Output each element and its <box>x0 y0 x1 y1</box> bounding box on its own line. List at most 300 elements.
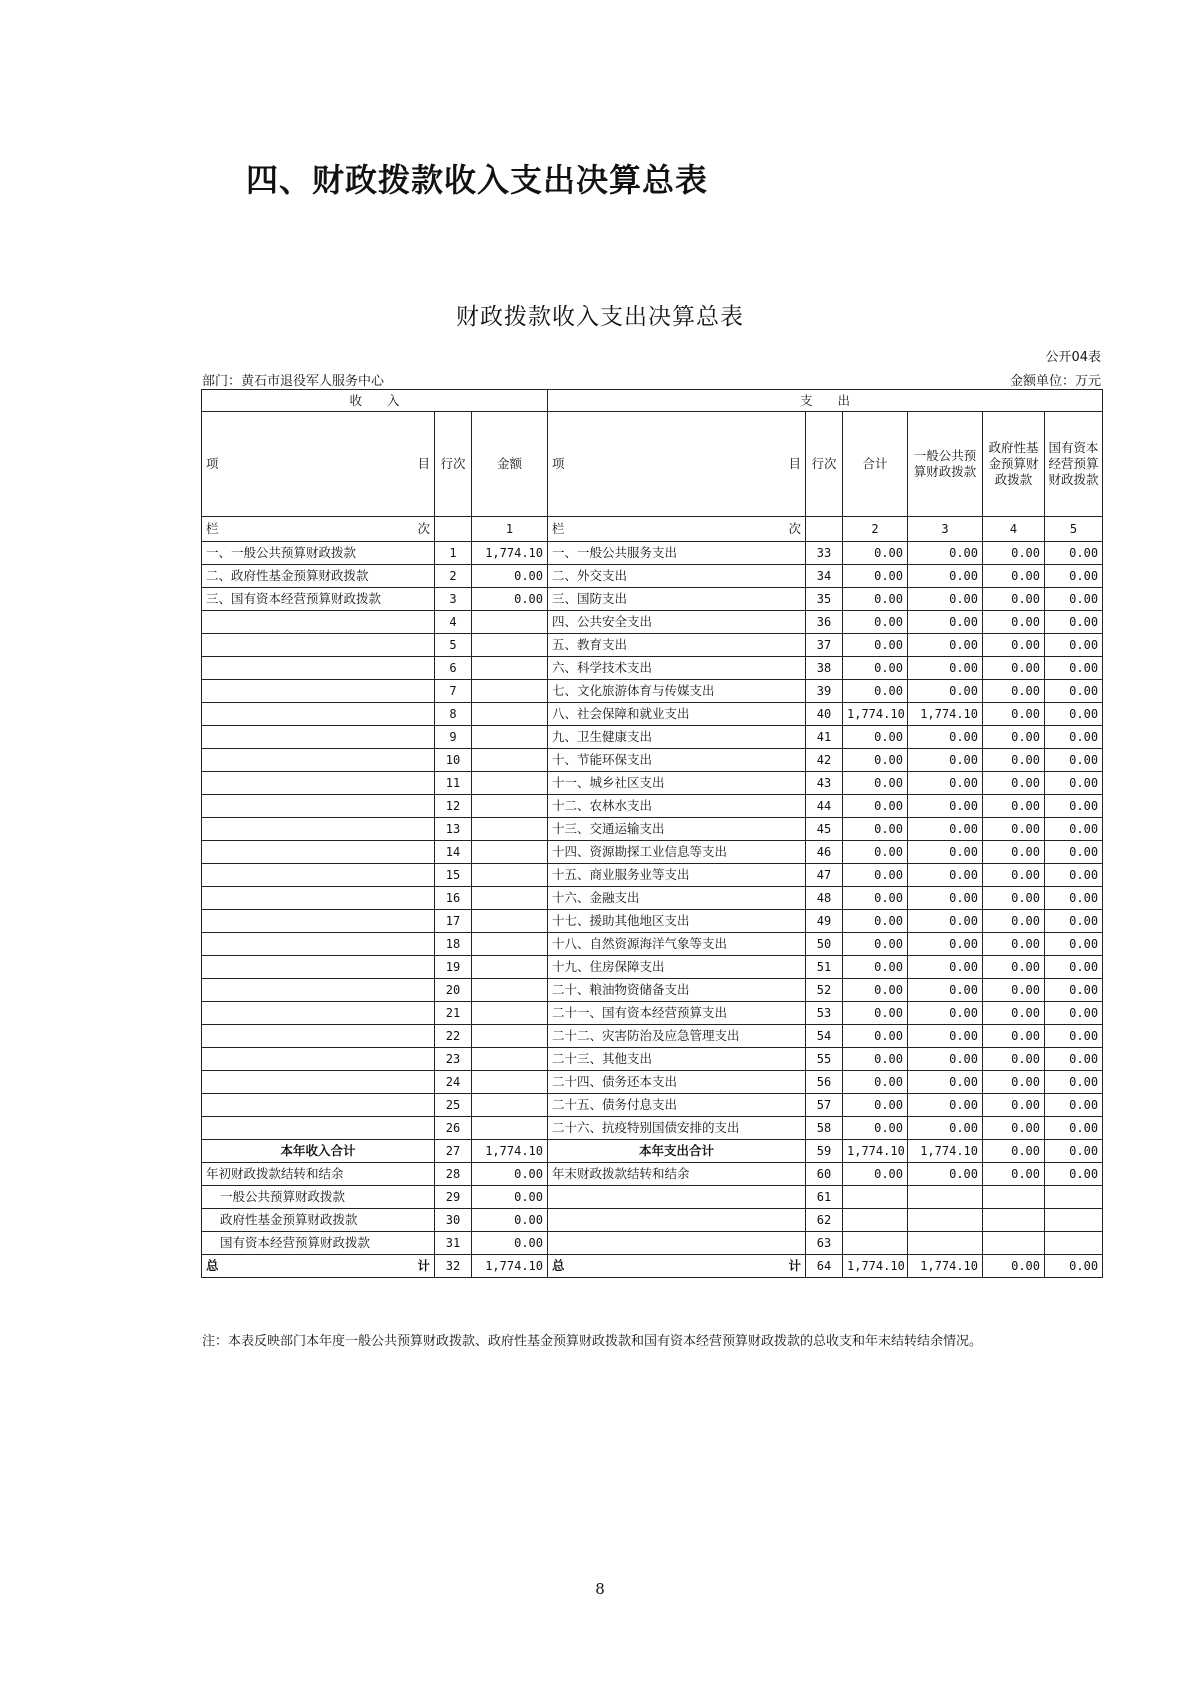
expense-total: 0.00 <box>843 979 908 1002</box>
income-row-no-header: 行次 <box>435 412 472 517</box>
table-row <box>202 1094 1103 1117</box>
expense-total: 0.00 <box>843 1048 908 1071</box>
expense-total: 1,774.10 <box>843 703 908 726</box>
table-row <box>202 887 1103 910</box>
expense-total-fund: 0.00 <box>983 1140 1045 1163</box>
gov-fund-header: 政府性基金预算财政拨款 <box>983 412 1045 517</box>
carry-sub-label: 政府性基金预算财政拨款 <box>202 1209 435 1232</box>
expense-total: 0.00 <box>843 1117 908 1140</box>
expense-item: 二十五、债务付息支出 <box>548 1094 806 1117</box>
expense-total-row-no: 59 <box>806 1140 843 1163</box>
income-amount <box>472 703 548 726</box>
carry-sub-label: 一般公共预算财政拨款 <box>202 1186 435 1209</box>
table-row <box>202 657 1103 680</box>
income-item <box>202 795 435 818</box>
income-amount <box>472 680 548 703</box>
income-item <box>202 1094 435 1117</box>
expense-gov-fund: 0.00 <box>983 1025 1045 1048</box>
income-row-no: 24 <box>435 1071 472 1094</box>
expense-item-header: 项 目 <box>548 412 806 517</box>
grand-expense-fund: 0.00 <box>983 1255 1045 1278</box>
income-row-no: 12 <box>435 795 472 818</box>
income-amount-header: 金额 <box>472 412 548 517</box>
income-item <box>202 680 435 703</box>
expense-item: 十九、住房保障支出 <box>548 956 806 979</box>
expense-gov-fund: 0.00 <box>983 1094 1045 1117</box>
expense-row-no-header: 行次 <box>806 412 843 517</box>
carry-end-fund: 0.00 <box>983 1163 1045 1186</box>
expense-item: 一、一般公共服务支出 <box>548 542 806 565</box>
income-item <box>202 1117 435 1140</box>
income-row-no: 2 <box>435 565 472 588</box>
income-row-no: 14 <box>435 841 472 864</box>
blank-cell <box>908 1209 983 1232</box>
expense-item: 二十六、抗疫特别国债安排的支出 <box>548 1117 806 1140</box>
income-item <box>202 1048 435 1071</box>
expense-row-no: 51 <box>806 956 843 979</box>
expense-total: 0.00 <box>843 749 908 772</box>
income-amount <box>472 933 548 956</box>
expense-general-budget: 0.00 <box>908 1094 983 1117</box>
expense-state-capital: 0.00 <box>1045 956 1103 979</box>
expense-state-capital: 0.00 <box>1045 542 1103 565</box>
expense-gov-fund: 0.00 <box>983 703 1045 726</box>
page-number: 8 <box>595 1580 605 1598</box>
table-row <box>202 1117 1103 1140</box>
expense-item: 十二、农林水支出 <box>548 795 806 818</box>
expense-state-capital: 0.00 <box>1045 611 1103 634</box>
expense-total: 0.00 <box>843 1002 908 1025</box>
expense-state-capital: 0.00 <box>1045 634 1103 657</box>
table-row <box>202 841 1103 864</box>
expense-item: 二、外交支出 <box>548 565 806 588</box>
table-row <box>202 818 1103 841</box>
col-number: 4 <box>983 517 1045 542</box>
income-amount <box>472 1048 548 1071</box>
income-row-no: 13 <box>435 818 472 841</box>
carry-sub-row-no: 30 <box>435 1209 472 1232</box>
carry-end-label: 年末财政拨款结转和结余 <box>548 1163 806 1186</box>
table-row <box>202 1025 1103 1048</box>
blank-cell <box>843 1232 908 1255</box>
expense-row-no: 42 <box>806 749 843 772</box>
expense-total: 0.00 <box>843 864 908 887</box>
expense-item: 六、科学技术支出 <box>548 657 806 680</box>
expense-item: 九、卫生健康支出 <box>548 726 806 749</box>
blank-cell <box>548 1186 806 1209</box>
income-row-no: 25 <box>435 1094 472 1117</box>
income-amount: 0.00 <box>472 588 548 611</box>
blank-cell <box>843 1186 908 1209</box>
expense-item: 二十一、国有资本经营预算支出 <box>548 1002 806 1025</box>
blank-cell <box>1045 1186 1103 1209</box>
blank-cell <box>548 1209 806 1232</box>
expense-row-no: 55 <box>806 1048 843 1071</box>
table-row <box>202 1002 1103 1025</box>
expense-total-capital: 0.00 <box>1045 1140 1103 1163</box>
carry-sub-amount: 0.00 <box>472 1186 548 1209</box>
table-row <box>202 864 1103 887</box>
table-row <box>202 772 1103 795</box>
table-row <box>202 1048 1103 1071</box>
expense-general-budget: 0.00 <box>908 542 983 565</box>
income-item <box>202 956 435 979</box>
carry-sub-row-no: 31 <box>435 1232 472 1255</box>
expense-state-capital: 0.00 <box>1045 1094 1103 1117</box>
carry-sub-expense-row-no: 62 <box>806 1209 843 1232</box>
carry-sub-expense-row-no: 63 <box>806 1232 843 1255</box>
income-amount <box>472 841 548 864</box>
income-amount <box>472 749 548 772</box>
expense-gov-fund: 0.00 <box>983 634 1045 657</box>
expense-total: 0.00 <box>843 772 908 795</box>
expense-general-budget: 0.00 <box>908 1002 983 1025</box>
grand-income-row-no: 32 <box>435 1255 472 1278</box>
income-total-amount: 1,774.10 <box>472 1140 548 1163</box>
income-amount <box>472 1071 548 1094</box>
expense-total-general: 1,774.10 <box>908 1140 983 1163</box>
income-row-no: 11 <box>435 772 472 795</box>
income-group-header: 收 入 <box>202 390 548 412</box>
expense-general-budget: 0.00 <box>908 979 983 1002</box>
income-item <box>202 1002 435 1025</box>
expense-total: 0.00 <box>843 588 908 611</box>
expense-gov-fund: 0.00 <box>983 1048 1045 1071</box>
expense-row-no: 34 <box>806 565 843 588</box>
income-amount <box>472 634 548 657</box>
expense-item: 二十三、其他支出 <box>548 1048 806 1071</box>
income-amount <box>472 1094 548 1117</box>
income-row-no: 22 <box>435 1025 472 1048</box>
expense-row-no: 35 <box>806 588 843 611</box>
carry-sub-row <box>202 1232 1103 1255</box>
income-item <box>202 1071 435 1094</box>
annual-total-row <box>202 1140 1103 1163</box>
grand-expense-general: 1,774.10 <box>908 1255 983 1278</box>
expense-total: 0.00 <box>843 542 908 565</box>
blank-cell <box>1045 1232 1103 1255</box>
expense-general-budget: 0.00 <box>908 588 983 611</box>
income-row-no: 23 <box>435 1048 472 1071</box>
expense-gov-fund: 0.00 <box>983 795 1045 818</box>
income-item <box>202 772 435 795</box>
expense-gov-fund: 0.00 <box>983 1071 1045 1094</box>
income-amount <box>472 772 548 795</box>
expense-general-budget: 0.00 <box>908 1117 983 1140</box>
expense-gov-fund: 0.00 <box>983 887 1045 910</box>
expense-item: 十、节能环保支出 <box>548 749 806 772</box>
expense-general-budget: 0.00 <box>908 795 983 818</box>
expense-state-capital: 0.00 <box>1045 864 1103 887</box>
expense-state-capital: 0.00 <box>1045 887 1103 910</box>
expense-general-budget: 0.00 <box>908 841 983 864</box>
carry-sub-row-no: 29 <box>435 1186 472 1209</box>
budget-table <box>201 389 1103 1278</box>
expense-general-budget: 0.00 <box>908 910 983 933</box>
income-col-label: 栏 次 <box>202 517 435 542</box>
table-row <box>202 542 1103 565</box>
income-item: 二、政府性基金预算财政拨款 <box>202 565 435 588</box>
table-row <box>202 1071 1103 1094</box>
carry-sub-row <box>202 1186 1103 1209</box>
expense-general-budget: 0.00 <box>908 611 983 634</box>
income-row-no: 7 <box>435 680 472 703</box>
expense-general-budget: 0.00 <box>908 565 983 588</box>
expense-general-budget: 0.00 <box>908 657 983 680</box>
income-amount <box>472 1117 548 1140</box>
table-row <box>202 910 1103 933</box>
expense-item: 八、社会保障和就业支出 <box>548 703 806 726</box>
income-amount <box>472 818 548 841</box>
table-row <box>202 726 1103 749</box>
expense-item: 十三、交通运输支出 <box>548 818 806 841</box>
expense-row-no: 46 <box>806 841 843 864</box>
carry-sub-expense-row-no: 61 <box>806 1186 843 1209</box>
expense-state-capital: 0.00 <box>1045 680 1103 703</box>
expense-total: 0.00 <box>843 611 908 634</box>
expense-general-budget: 0.00 <box>908 933 983 956</box>
expense-state-capital: 0.00 <box>1045 749 1103 772</box>
expense-item: 十五、商业服务业等支出 <box>548 864 806 887</box>
column-number-row <box>202 517 1103 542</box>
income-item <box>202 910 435 933</box>
expense-total: 0.00 <box>843 726 908 749</box>
state-capital-header: 国有资本经营预算财政拨款 <box>1045 412 1103 517</box>
expense-general-budget: 0.00 <box>908 749 983 772</box>
income-row-no: 3 <box>435 588 472 611</box>
expense-total: 0.00 <box>843 1071 908 1094</box>
col-number: 2 <box>843 517 908 542</box>
expense-gov-fund: 0.00 <box>983 611 1045 634</box>
carry-sub-label: 国有资本经营预算财政拨款 <box>202 1232 435 1255</box>
expense-state-capital: 0.00 <box>1045 565 1103 588</box>
income-item: 三、国有资本经营预算财政拨款 <box>202 588 435 611</box>
expense-gov-fund: 0.00 <box>983 818 1045 841</box>
carry-begin-label: 年初财政拨款结转和结余 <box>202 1163 435 1186</box>
income-row-no: 5 <box>435 634 472 657</box>
carry-end-row-no: 60 <box>806 1163 843 1186</box>
expense-total-label: 本年支出合计 <box>548 1140 806 1163</box>
income-amount: 1,774.10 <box>472 542 548 565</box>
expense-item: 十八、自然资源海洋气象等支出 <box>548 933 806 956</box>
blank-cell <box>435 517 472 542</box>
income-item <box>202 979 435 1002</box>
total-header: 合计 <box>843 412 908 517</box>
form-code: 公开04表 <box>1045 350 1101 365</box>
expense-row-no: 33 <box>806 542 843 565</box>
expense-state-capital: 0.00 <box>1045 1025 1103 1048</box>
income-row-no: 26 <box>435 1117 472 1140</box>
expense-general-budget: 0.00 <box>908 1071 983 1094</box>
expense-gov-fund: 0.00 <box>983 864 1045 887</box>
expense-item: 十七、援助其他地区支出 <box>548 910 806 933</box>
blank-cell <box>908 1186 983 1209</box>
expense-state-capital: 0.00 <box>1045 1048 1103 1071</box>
expense-gov-fund: 0.00 <box>983 680 1045 703</box>
unit-label: 金额单位：万元 <box>1009 374 1101 389</box>
expense-state-capital: 0.00 <box>1045 1002 1103 1025</box>
blank-cell <box>806 517 843 542</box>
income-item <box>202 749 435 772</box>
expense-total: 0.00 <box>843 657 908 680</box>
income-row-no: 15 <box>435 864 472 887</box>
column-header-row <box>202 412 1103 517</box>
expense-row-no: 38 <box>806 657 843 680</box>
expense-general-budget: 0.00 <box>908 864 983 887</box>
expense-item: 二十四、债务还本支出 <box>548 1071 806 1094</box>
expense-row-no: 37 <box>806 634 843 657</box>
expense-gov-fund: 0.00 <box>983 933 1045 956</box>
income-row-no: 4 <box>435 611 472 634</box>
income-row-no: 10 <box>435 749 472 772</box>
expense-row-no: 49 <box>806 910 843 933</box>
carry-end-general: 0.00 <box>908 1163 983 1186</box>
grand-expense-label: 总 计 <box>548 1255 806 1278</box>
carry-begin-row-no: 28 <box>435 1163 472 1186</box>
expense-row-no: 50 <box>806 933 843 956</box>
table-row <box>202 634 1103 657</box>
expense-state-capital: 0.00 <box>1045 772 1103 795</box>
income-item-header: 项 目 <box>202 412 435 517</box>
col-number: 5 <box>1045 517 1103 542</box>
expense-state-capital: 0.00 <box>1045 795 1103 818</box>
income-total-label: 本年收入合计 <box>202 1140 435 1163</box>
expense-total: 0.00 <box>843 933 908 956</box>
blank-cell <box>983 1232 1045 1255</box>
grand-expense-row-no: 64 <box>806 1255 843 1278</box>
expense-gov-fund: 0.00 <box>983 565 1045 588</box>
expense-gov-fund: 0.00 <box>983 772 1045 795</box>
income-row-no: 21 <box>435 1002 472 1025</box>
income-amount <box>472 864 548 887</box>
grand-expense-capital: 0.00 <box>1045 1255 1103 1278</box>
grand-income-amount: 1,774.10 <box>472 1255 548 1278</box>
expense-gov-fund: 0.00 <box>983 956 1045 979</box>
income-amount <box>472 795 548 818</box>
carry-end-total: 0.00 <box>843 1163 908 1186</box>
expense-state-capital: 0.00 <box>1045 910 1103 933</box>
table-row <box>202 565 1103 588</box>
table-title: 财政拨款收入支出决算总表 <box>456 304 744 330</box>
grand-income-label: 总 计 <box>202 1255 435 1278</box>
income-amount <box>472 657 548 680</box>
col-number: 3 <box>908 517 983 542</box>
carry-end-capital: 0.00 <box>1045 1163 1103 1186</box>
expense-row-no: 57 <box>806 1094 843 1117</box>
expense-row-no: 52 <box>806 979 843 1002</box>
expense-row-no: 47 <box>806 864 843 887</box>
income-total-row-no: 27 <box>435 1140 472 1163</box>
income-amount <box>472 726 548 749</box>
blank-cell <box>908 1232 983 1255</box>
income-item <box>202 1025 435 1048</box>
expense-gov-fund: 0.00 <box>983 726 1045 749</box>
income-amount <box>472 979 548 1002</box>
expense-total: 0.00 <box>843 841 908 864</box>
table-row <box>202 933 1103 956</box>
expense-total-total: 1,774.10 <box>843 1140 908 1163</box>
expense-group-header: 支 出 <box>548 390 1103 412</box>
expense-total: 0.00 <box>843 1094 908 1117</box>
blank-cell <box>843 1209 908 1232</box>
section-heading: 四、财政拨款收入支出决算总表 <box>246 161 709 199</box>
income-item <box>202 703 435 726</box>
col-number: 1 <box>472 517 548 542</box>
income-amount: 0.00 <box>472 565 548 588</box>
table-row <box>202 588 1103 611</box>
general-budget-header: 一般公共预算财政拨款 <box>908 412 983 517</box>
expense-general-budget: 0.00 <box>908 887 983 910</box>
expense-state-capital: 0.00 <box>1045 703 1103 726</box>
expense-general-budget: 0.00 <box>908 772 983 795</box>
expense-row-no: 48 <box>806 887 843 910</box>
expense-total: 0.00 <box>843 1025 908 1048</box>
expense-row-no: 41 <box>806 726 843 749</box>
income-amount <box>472 1002 548 1025</box>
expense-col-label: 栏 次 <box>548 517 806 542</box>
income-row-no: 18 <box>435 933 472 956</box>
grand-expense-total: 1,774.10 <box>843 1255 908 1278</box>
income-row-no: 19 <box>435 956 472 979</box>
carry-sub-amount: 0.00 <box>472 1232 548 1255</box>
expense-row-no: 44 <box>806 795 843 818</box>
income-item <box>202 864 435 887</box>
expense-gov-fund: 0.00 <box>983 542 1045 565</box>
expense-gov-fund: 0.00 <box>983 910 1045 933</box>
expense-total: 0.00 <box>843 818 908 841</box>
income-amount <box>472 1025 548 1048</box>
expense-state-capital: 0.00 <box>1045 933 1103 956</box>
expense-item: 十四、资源勘探工业信息等支出 <box>548 841 806 864</box>
income-row-no: 20 <box>435 979 472 1002</box>
expense-state-capital: 0.00 <box>1045 1071 1103 1094</box>
expense-state-capital: 0.00 <box>1045 726 1103 749</box>
table-row <box>202 611 1103 634</box>
expense-row-no: 54 <box>806 1025 843 1048</box>
expense-row-no: 53 <box>806 1002 843 1025</box>
expense-gov-fund: 0.00 <box>983 1117 1045 1140</box>
table-row <box>202 703 1103 726</box>
income-item <box>202 933 435 956</box>
carry-sub-amount: 0.00 <box>472 1209 548 1232</box>
expense-row-no: 56 <box>806 1071 843 1094</box>
expense-general-budget: 0.00 <box>908 1025 983 1048</box>
income-amount <box>472 956 548 979</box>
expense-row-no: 39 <box>806 680 843 703</box>
income-row-no: 17 <box>435 910 472 933</box>
expense-state-capital: 0.00 <box>1045 657 1103 680</box>
income-row-no: 9 <box>435 726 472 749</box>
expense-total: 0.00 <box>843 910 908 933</box>
expense-item: 二十、粮油物资储备支出 <box>548 979 806 1002</box>
group-header-row <box>202 390 1103 412</box>
carry-begin-amount: 0.00 <box>472 1163 548 1186</box>
table-row <box>202 956 1103 979</box>
expense-item: 四、公共安全支出 <box>548 611 806 634</box>
income-row-no: 6 <box>435 657 472 680</box>
expense-item: 三、国防支出 <box>548 588 806 611</box>
expense-total: 0.00 <box>843 634 908 657</box>
expense-state-capital: 0.00 <box>1045 588 1103 611</box>
expense-general-budget: 0.00 <box>908 634 983 657</box>
income-row-no: 8 <box>435 703 472 726</box>
carry-over-row <box>202 1163 1103 1186</box>
expense-general-budget: 0.00 <box>908 680 983 703</box>
income-row-no: 1 <box>435 542 472 565</box>
expense-row-no: 40 <box>806 703 843 726</box>
expense-total: 0.00 <box>843 956 908 979</box>
table-row <box>202 795 1103 818</box>
